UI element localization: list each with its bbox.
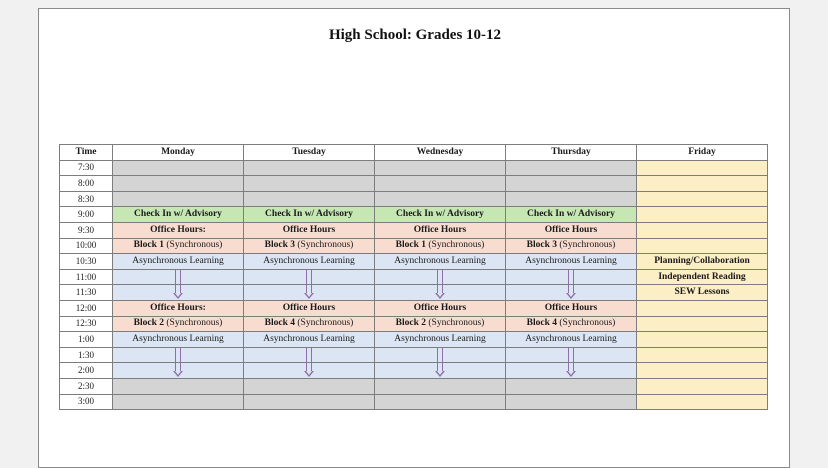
time-cell: 11:00 (60, 269, 113, 285)
advisory-cell: Check In w/ Advisory (506, 207, 637, 223)
block-mode: (Synchronous) (557, 240, 616, 251)
empty-cell (506, 160, 637, 176)
table-row (60, 316, 768, 332)
down-arrow-icon (304, 293, 314, 299)
table-row (60, 269, 768, 285)
async-continue-cell (375, 269, 506, 285)
friday-cell (637, 191, 768, 207)
empty-cell (375, 378, 506, 394)
time-cell: 2:30 (60, 378, 113, 394)
office-hours-cell: Office Hours (506, 222, 637, 238)
table-row (60, 300, 768, 316)
time-cell: 10:00 (60, 238, 113, 254)
async-cell: Asynchronous Learning (506, 332, 637, 348)
friday-cell (637, 222, 768, 238)
down-arrow-icon (566, 371, 576, 377)
table-row (60, 363, 768, 379)
advisory-cell: Check In w/ Advisory (113, 207, 244, 223)
friday-cell (637, 207, 768, 223)
header-wednesday: Wednesday (375, 145, 506, 161)
async-continue-cell (244, 285, 375, 301)
time-cell: 8:30 (60, 191, 113, 207)
time-cell: 12:30 (60, 316, 113, 332)
async-continue-cell (113, 363, 244, 379)
header-thursday: Thursday (506, 145, 637, 161)
time-cell: 9:00 (60, 207, 113, 223)
async-continue-cell (244, 363, 375, 379)
block-label: Block 1 (133, 240, 165, 251)
arrow-shaft (306, 348, 312, 363)
table-row (60, 238, 768, 254)
async-continue-cell (375, 363, 506, 379)
async-cell: Asynchronous Learning (244, 254, 375, 270)
friday-cell (637, 160, 768, 176)
advisory-cell: Check In w/ Advisory (375, 207, 506, 223)
block-mode: (Synchronous) (164, 240, 223, 251)
friday-reading-cell: Independent Reading (637, 269, 768, 285)
friday-cell (637, 332, 768, 348)
office-hours-cell: Office Hours (375, 300, 506, 316)
empty-cell (506, 378, 637, 394)
block-label: Block 1 (395, 240, 427, 251)
empty-cell (113, 160, 244, 176)
schedule-table (59, 144, 768, 410)
async-continue-cell (506, 363, 637, 379)
async-continue-cell (113, 269, 244, 285)
office-hours-cell: Office Hours (506, 300, 637, 316)
block-label: Block 4 (264, 318, 296, 329)
async-cell: Asynchronous Learning (375, 332, 506, 348)
block-label: Block 3 (526, 240, 558, 251)
friday-sew-cell: SEW Lessons (637, 285, 768, 301)
empty-cell (244, 176, 375, 192)
down-arrow-icon (173, 371, 183, 377)
async-continue-cell (113, 285, 244, 301)
header-monday: Monday (113, 145, 244, 161)
friday-cell (637, 316, 768, 332)
time-cell: 3:00 (60, 394, 113, 410)
time-cell: 9:30 (60, 222, 113, 238)
block-label: Block 2 (133, 318, 165, 329)
header-time: Time (60, 145, 113, 161)
arrow-shaft (568, 270, 574, 285)
time-cell: 11:30 (60, 285, 113, 301)
async-continue-cell (113, 347, 244, 363)
time-cell: 1:00 (60, 332, 113, 348)
arrow-shaft (175, 270, 181, 285)
empty-cell (506, 394, 637, 410)
async-continue-cell (375, 347, 506, 363)
block-cell (375, 238, 506, 254)
office-hours-cell: Office Hours (244, 300, 375, 316)
arrow-shaft (568, 348, 574, 363)
table-row (60, 176, 768, 192)
office-hours-cell: Office Hours (244, 222, 375, 238)
block-label: Block 4 (526, 318, 558, 329)
block-label: Block 3 (264, 240, 296, 251)
friday-planning-cell: Planning/Collaboration (637, 254, 768, 270)
block-cell (506, 238, 637, 254)
block-mode: (Synchronous) (164, 318, 223, 329)
friday-cell (637, 378, 768, 394)
page-title: High School: Grades 10-12 (328, 27, 502, 43)
table-row (60, 285, 768, 301)
empty-cell (113, 394, 244, 410)
table-row (60, 160, 768, 176)
empty-cell (113, 378, 244, 394)
block-cell (244, 316, 375, 332)
block-mode: (Synchronous) (426, 318, 485, 329)
header-friday: Friday (637, 145, 768, 161)
async-continue-cell (244, 347, 375, 363)
time-cell: 12:00 (60, 300, 113, 316)
friday-cell (637, 363, 768, 379)
empty-cell (375, 394, 506, 410)
block-mode: (Synchronous) (557, 318, 616, 329)
table-row (60, 332, 768, 348)
table-row (60, 207, 768, 223)
async-cell: Asynchronous Learning (375, 254, 506, 270)
table-row (60, 254, 768, 270)
empty-cell (244, 191, 375, 207)
time-cell: 1:30 (60, 347, 113, 363)
async-continue-cell (506, 269, 637, 285)
arrow-shaft (437, 270, 443, 285)
advisory-cell: Check In w/ Advisory (244, 207, 375, 223)
async-cell: Asynchronous Learning (506, 254, 637, 270)
async-cell: Asynchronous Learning (244, 332, 375, 348)
block-label: Block 2 (395, 318, 427, 329)
header-tuesday: Tuesday (244, 145, 375, 161)
friday-cell (637, 176, 768, 192)
header-row (60, 145, 768, 161)
arrow-shaft (306, 270, 312, 285)
empty-cell (244, 378, 375, 394)
time-cell: 10:30 (60, 254, 113, 270)
table-row (60, 191, 768, 207)
table-row (60, 378, 768, 394)
empty-cell (506, 191, 637, 207)
friday-cell (637, 238, 768, 254)
block-cell (113, 238, 244, 254)
friday-cell (637, 347, 768, 363)
friday-cell (637, 300, 768, 316)
arrow-shaft (175, 348, 181, 363)
block-mode: (Synchronous) (295, 240, 354, 251)
async-continue-cell (244, 269, 375, 285)
down-arrow-icon (173, 293, 183, 299)
down-arrow-icon (435, 293, 445, 299)
async-continue-cell (375, 285, 506, 301)
async-continue-cell (506, 285, 637, 301)
table-row (60, 222, 768, 238)
friday-cell (637, 394, 768, 410)
time-cell: 8:00 (60, 176, 113, 192)
empty-cell (113, 191, 244, 207)
async-cell: Asynchronous Learning (113, 254, 244, 270)
office-hours-cell: Office Hours: (113, 222, 244, 238)
down-arrow-icon (435, 371, 445, 377)
async-continue-cell (506, 347, 637, 363)
table-row (60, 394, 768, 410)
time-cell: 2:00 (60, 363, 113, 379)
empty-cell (375, 176, 506, 192)
async-cell: Asynchronous Learning (113, 332, 244, 348)
block-cell (506, 316, 637, 332)
block-cell (244, 238, 375, 254)
empty-cell (244, 160, 375, 176)
block-cell (375, 316, 506, 332)
arrow-shaft (437, 348, 443, 363)
down-arrow-icon (304, 371, 314, 377)
table-row (60, 347, 768, 363)
empty-cell (244, 394, 375, 410)
document-page (38, 8, 790, 468)
empty-cell (375, 191, 506, 207)
empty-cell (113, 176, 244, 192)
block-cell (113, 316, 244, 332)
down-arrow-icon (566, 293, 576, 299)
block-mode: (Synchronous) (426, 240, 485, 251)
block-mode: (Synchronous) (295, 318, 354, 329)
time-cell: 7:30 (60, 160, 113, 176)
office-hours-cell: Office Hours (375, 222, 506, 238)
office-hours-cell: Office Hours: (113, 300, 244, 316)
empty-cell (375, 160, 506, 176)
empty-cell (506, 176, 637, 192)
